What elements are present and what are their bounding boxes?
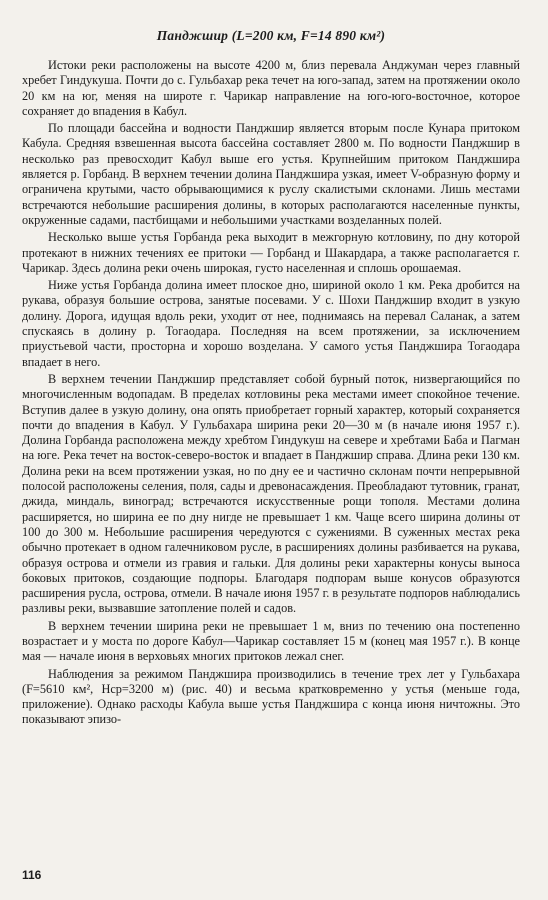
body-text <box>22 58 520 728</box>
paragraph: В верхнем течении Панджшир представляет собой бурный поток, низвергающийся по многочисленным водопадам. В пределах котловины река местами имеет спокойное течение. Вступив далее в узкую долину, она опять приобретает горный характер, который сохраняется почти до впадения в Кабул. У Гульбахара ширина реки 20—30 м (в начале июня 1957 г.). Долина Горбанда расположена между хребтом Гиндукуш на севере и хребтами Баба и Пагман на юге. Река течет на восток-северо-восток и впадает в Панджшир справа. Длина реки 130 км. Долина реки на всем протяжении узкая, но по дну ее и частично склонам почти непрерывной полосой расположены селения, поля, сады и древонасаждения. Преобладают тутовник, гранат, джида, миндаль, виноград; встречаются искусственные рощи тополя. Местами долина расширяется, но ширина ее по дну нигде не превышает 1 км. Чаще всего ширина долины от 100 до 300 м. Небольшие расширения чередуются с сужениями. В суженных местах река обычно протекает в одном галечниковом русле, в расширениях долины разбивается на рукава, образуя острова и отмели из гравия и гальки. Для долины реки характерны конусы выноса боковых притоков, создающие подпоры. Благодаря подпорам выше конусов образуются расширения русла, острова, отмели. В начале июня 1957 г. в результате подпоров наблюдались разливы реки, вызвавшие затопление полей и садов. <box>22 371 520 616</box>
section-heading: Панджшир (L=200 км, F=14 890 км²) <box>156 28 386 43</box>
paragraph: В верхнем течении ширина реки не превышает 1 м, вниз по течению она постепенно возрастает и у моста по дороге Кабул—Чарикар составляет 15 м (конец мая 1957 г.). В конце мая — начале июня в верховьях многих притоков лежал снег. <box>22 618 520 664</box>
paragraph: Ниже устья Горбанда долина имеет плоское дно, шириной около 1 км. Река дробится на рукава, образуя большие острова, занятые посевами. У с. Шохи Панджшир входит в узкую долину. Дорога, идущая вдоль реки, уходит от нее, поднимаясь на перевал Саланак, а затем спускаясь в долину р. Тогаодара. Последняя на всем протяжении, за исключением приустьевой части, просторна и хорошо возделана. У самого устья Панджшира Тогаодара впадает в него. <box>22 278 520 369</box>
paragraph: Несколько выше устья Горбанда река выходит в межгорную котловину, по дну которой протекают в нижних течениях ее притоки — Горбанд и Шакардара, а также располагается г. Чарикар. Здесь долина реки очень широкая, густо населенная и сплошь орошаемая. <box>22 230 520 275</box>
paragraph: Наблюдения за режимом Панджшира производились в течение трех лет у Гульбахара (F=5610 км², Hср=3200 м) (рис. 40) и весьма кратковременно у устья (меньше года, приложение). Однако расходы Кабула выше устья Панджшира с конца июня ничтожны. Это показывают эпизо- <box>22 666 520 727</box>
page-number: 116 <box>22 868 42 882</box>
paragraph: По площади бассейна и водности Панджшир является вторым после Кунара притоком Кабула. Средняя взвешенная высота бассейна составляет 2800 м. По водности Панджшир в несколько раз превосходит Кабул выше его устья. Крупнейшим притоком Панджшира является р. Горбанд. В верхнем течении долина Панджшира узкая, имеет V-образную форму и ограничена крутыми, часто обрывающимися к руслу скалистыми склонами. Лишь местами встречаются небольшие расширения долины, в которых располагаются населенные пункты, окруженные садами, пастбищами и небольшими участками возделанных полей. <box>22 121 520 227</box>
paragraph: Истоки реки расположены на высоте 4200 м, близ перевала Анджуман через главный хребет Гиндукуша. Почти до с. Гульбахар река течет на юго-запад, затем на протяжении около 20 км на юг, меняя на широте г. Чарикар направление на юго-юго-восточное, которое сохраняет до впадения в Кабул. <box>22 58 520 118</box>
